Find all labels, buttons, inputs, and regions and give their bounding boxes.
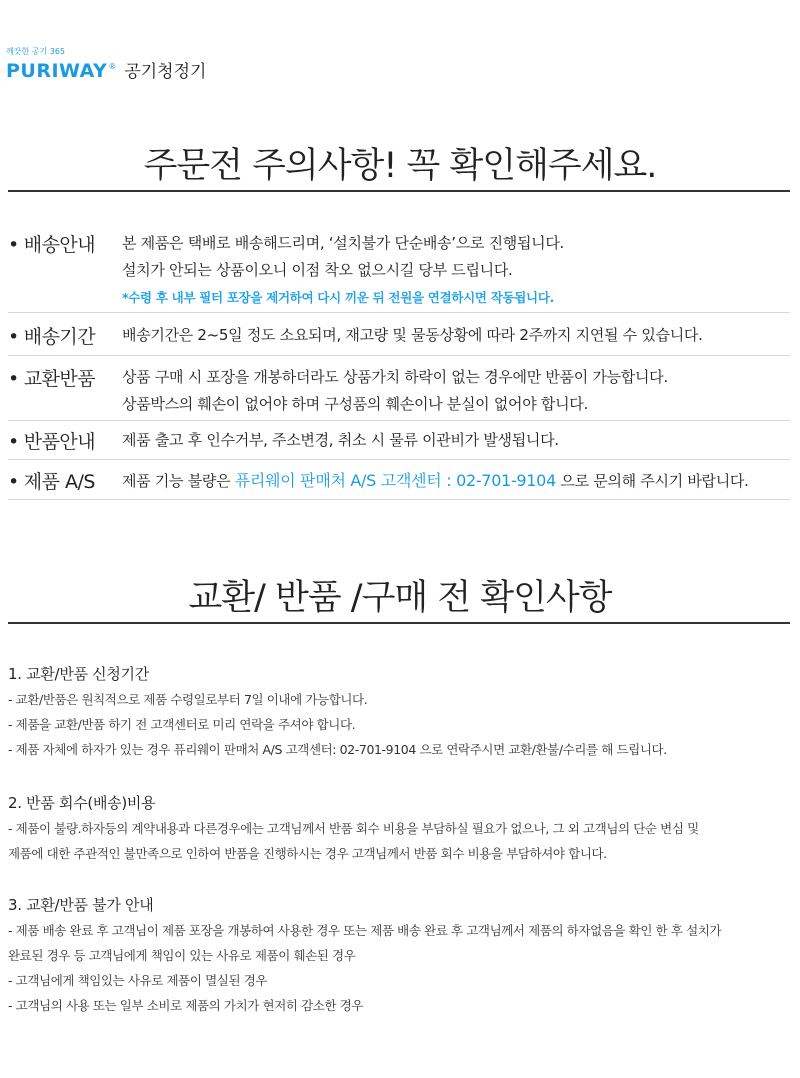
bullet-icon: • — [8, 368, 19, 390]
bullet-icon: • — [8, 431, 19, 453]
notice-row-label: • 교환반품 — [8, 368, 96, 390]
notice-title-divider — [8, 190, 790, 192]
notice-row-body — [122, 364, 668, 418]
policy-line: 제품에 대한 주관적인 불만족으로 인하여 반품을 진행하시는 경우 고객님께서 반품 회수 비용을 부담하셔야 합니다. — [8, 846, 607, 861]
as-center-highlight: 퓨리웨이 판매처 A/S 고객센터 : 02-701-9104 — [234, 471, 556, 490]
policy-heading: 2. 반품 회수(배송)비용 — [8, 794, 156, 812]
logo-row — [6, 57, 206, 83]
policy-line: - 제품 자체에 하자가 있는 경우 퓨리웨이 판매처 A/S 고객센터: 02-701-9104 으로 연락주시면 교환/환불/수리를 해 드립니다. — [8, 742, 667, 757]
policy-line: - 제품 배송 완료 후 고객님이 제품 포장을 개봉하여 사용한 경우 또는 제품 배송 완료 후 고객님께서 제품의 하자없음을 확인 한 후 설치가 — [8, 923, 722, 938]
notice-line: 상품박스의 훼손이 없어야 하며 구성품의 훼손이나 분실이 없어야 합니다. — [122, 395, 588, 413]
notice-row-body — [122, 467, 749, 495]
policy-section-not-allowed — [8, 893, 790, 1018]
policy-line: - 고객님의 사용 또는 일부 소비로 제품의 가치가 현저히 감소한 경우 — [8, 998, 364, 1013]
logo-brand: PURIWAY — [6, 60, 108, 82]
row-divider — [8, 355, 790, 356]
row-divider — [8, 420, 790, 421]
policy-line: - 제품을 교환/반품 하기 전 고객센터로 미리 연락을 주셔야 합니다. — [8, 717, 356, 732]
bullet-icon: • — [8, 326, 19, 348]
notice-line: 제품 기능 불량은 퓨리웨이 판매처 A/S 고객센터 : 02-701-9104 으로 문의해 주시기 바랍니다. — [122, 471, 749, 490]
row-divider — [8, 312, 790, 313]
policy-title-divider — [8, 622, 790, 624]
bullet-icon: • — [8, 471, 19, 493]
notice-row-label: • 반품안내 — [8, 431, 96, 453]
notice-row-body — [122, 427, 559, 454]
notice-line: 설치가 안되는 상품이오니 이점 착오 없으시길 당부 드립니다. — [122, 261, 513, 279]
notice-row-label: • 배송기간 — [8, 326, 96, 348]
logo-tagline: 깨끗한 공기 365 — [6, 47, 65, 56]
notice-title: 주문전 주의사항! 꼭 확인해주세요. — [143, 146, 657, 186]
notice-line: 상품 구매 시 포장을 개봉하더라도 상품가치 하락이 없는 경우에만 반품이 가능합니다. — [122, 368, 668, 386]
notice-line: 배송기간은 2~5일 정도 소요되며, 재고량 및 물동상황에 따라 2주까지 지연될 수 있습니다. — [122, 326, 703, 344]
policy-line: - 교환/반품은 원칙적으로 제품 수령일로부터 7일 이내에 가능합니다. — [8, 692, 368, 707]
notice-row-body — [122, 230, 564, 311]
notice-row-label: • 배송안내 — [8, 234, 96, 256]
policy-line: 완료된 경우 등 고객님에게 책임이 있는 사유로 제품이 훼손된 경우 — [8, 948, 356, 963]
policy-line: - 고객님에게 책임있는 사유로 제품이 멸실된 경우 — [8, 973, 268, 988]
notice-row-body — [122, 322, 703, 349]
row-divider — [8, 459, 790, 460]
notice-note: *수령 후 내부 필터 포장을 제거하여 다시 끼운 뒤 전원을 연결하시면 작동됩니다. — [122, 290, 555, 305]
policy-line: - 제품이 불량.하자등의 계약내용과 다른경우에는 고객님께서 반품 회수 비용을 부담하실 필요가 없으나, 그 외 고객님의 단순 변심 및 — [8, 821, 699, 836]
logo-registered-mark: ® — [108, 62, 117, 71]
notice-row-label: • 제품 A/S — [8, 471, 95, 493]
policy-heading: 1. 교환/반품 신청기간 — [8, 665, 149, 683]
notice-line: 제품 출고 후 인수거부, 주소변경, 취소 시 물류 이관비가 발생됩니다. — [122, 431, 559, 449]
policy-heading: 3. 교환/반품 불가 안내 — [8, 896, 154, 914]
notice-line: 본 제품은 택배로 배송해드리며, ‘설치불가 단순배송’으로 진행됩니다. — [122, 234, 565, 252]
brand-logo — [6, 46, 206, 83]
policy-section-cost — [8, 791, 790, 866]
policy-title: 교환/ 반품 /구매 전 확인사항 — [188, 578, 612, 618]
row-divider — [8, 499, 790, 500]
bullet-icon: • — [8, 234, 19, 256]
policy-section-period — [8, 662, 790, 762]
logo-subtitle: 공기청정기 — [124, 62, 207, 82]
